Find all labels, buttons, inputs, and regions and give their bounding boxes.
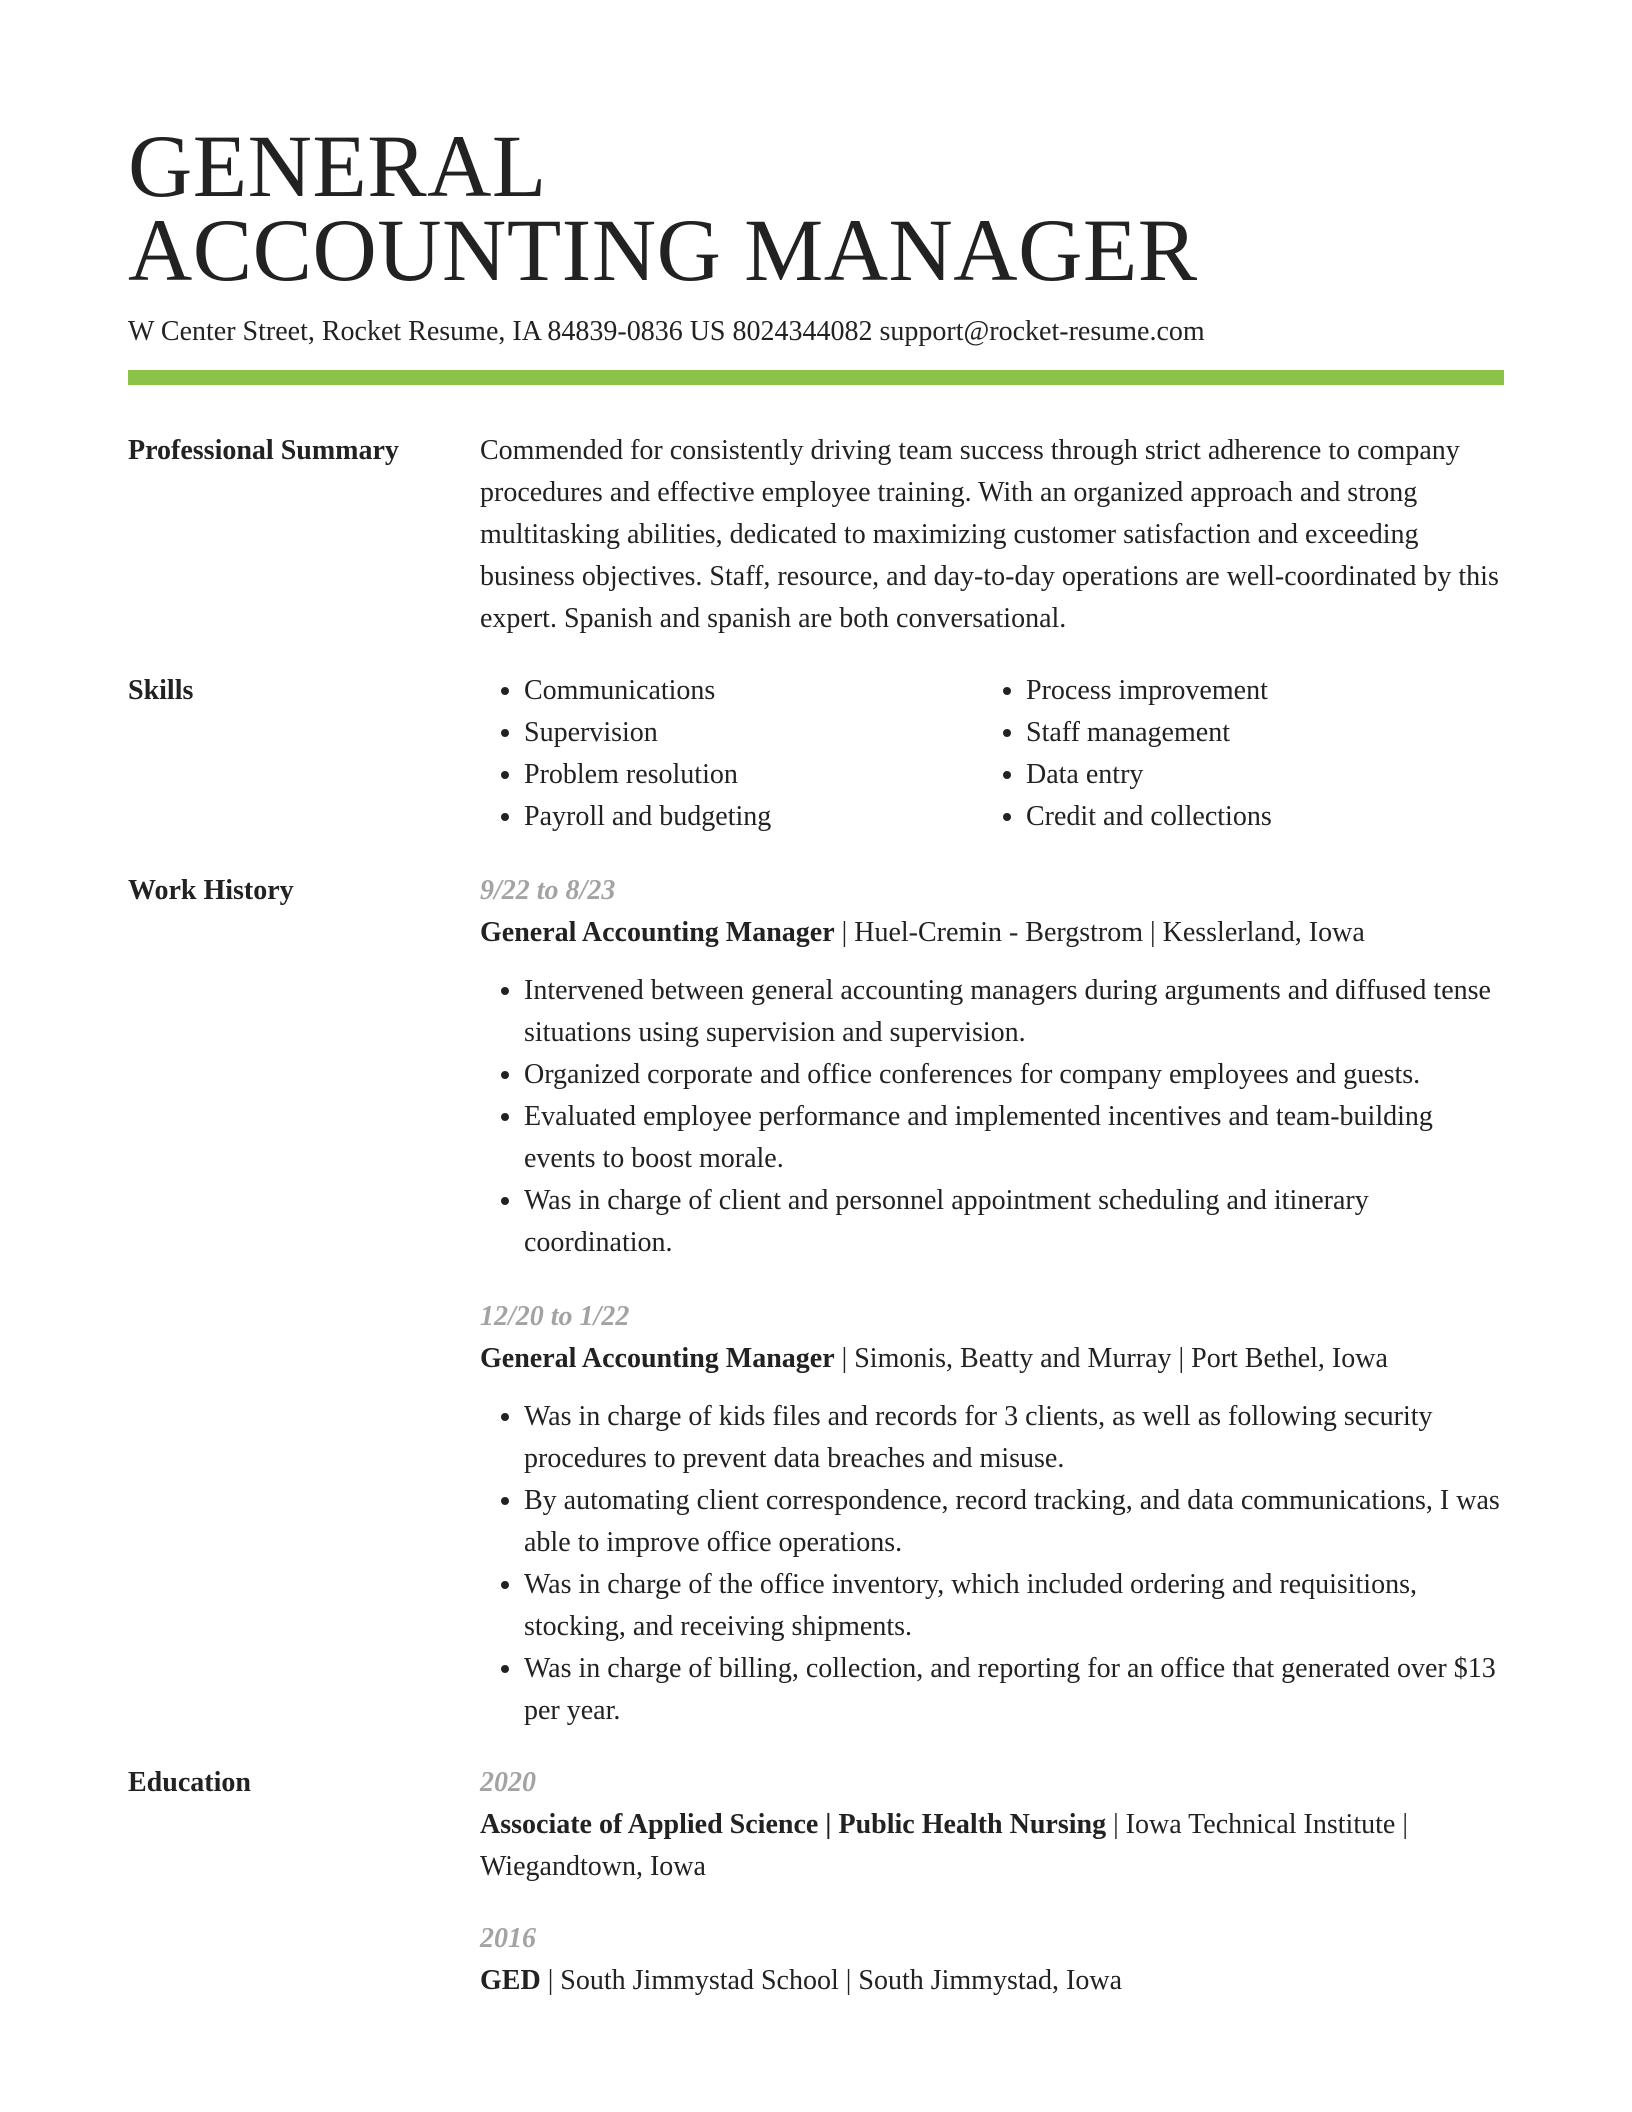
skills-list-left: [480, 670, 980, 838]
skills-section: [480, 670, 1504, 838]
skill-item: • Communications: [524, 670, 980, 712]
skills-column-left: [480, 670, 980, 838]
title-line-2: ACCOUNTING MANAGER: [128, 202, 1198, 300]
job-details: | Huel-Cremin - Bergstrom | Kesslerland, Iowa: [834, 917, 1365, 948]
education-line: [480, 1960, 1504, 2002]
job-title-line: [480, 912, 1504, 954]
education-degree: GED: [480, 1965, 541, 1996]
education-degree: Associate of Applied Science | Public Health Nursing: [480, 1809, 1107, 1840]
skill-item: • Data entry: [1026, 754, 1482, 796]
contact-address: W Center Street, Rocket Resume, IA 84839-0836 US: [128, 316, 726, 347]
skills-list-right: [982, 670, 1482, 838]
job-bullet: • Was in charge of client and personnel appointment scheduling and itinerary coordination.: [524, 1180, 1504, 1264]
job-dates: 12/20 to 1/22: [480, 1301, 630, 1332]
job-bullet: • Organized corporate and office conferences for company employees and guests.: [524, 1054, 1504, 1096]
education-details: | Iowa Technical Institute | Wiegandtown, Iowa: [480, 1809, 1408, 1882]
job-bullet: • Was in charge of billing, collection, and reporting for an office that generated over $13 per year.: [524, 1648, 1504, 1732]
skill-item: • Payroll and budgeting: [524, 796, 980, 838]
education-details: | South Jimmystad School | South Jimmystad, Iowa: [540, 1965, 1123, 1996]
title-line-1: GENERAL: [128, 118, 547, 216]
job-details: | Simonis, Beatty and Murray | Port Bethel, Iowa: [834, 1343, 1388, 1374]
job-bullet: • By automating client correspondence, record tracking, and data communications, I was able to improve office operations.: [524, 1480, 1504, 1564]
skill-item: • Supervision: [524, 712, 980, 754]
job-entry: [480, 1296, 1504, 1732]
job-entry: [480, 870, 1504, 1264]
summary-section: [480, 430, 1504, 640]
skill-item: • Process improvement: [1026, 670, 1482, 712]
job-dates: 9/22 to 8/23: [480, 875, 616, 906]
education-entry: [480, 1918, 1504, 2002]
job-bullet: • Was in charge of kids files and records for 3 clients, as well as following security procedures to prevent data breaches and misuse.: [524, 1396, 1504, 1480]
job-title-line: [480, 1338, 1504, 1380]
accent-divider: [128, 370, 1504, 385]
education-line: [480, 1804, 1504, 1888]
skills-heading: Skills: [128, 675, 194, 706]
skill-item: • Credit and collections: [1026, 796, 1482, 838]
skill-item: • Problem resolution: [524, 754, 980, 796]
job-bullets: [480, 1396, 1504, 1732]
job-title: General Accounting Manager: [480, 1343, 835, 1374]
skill-item: • Staff management: [1026, 712, 1482, 754]
contact-phone: 8024344082: [732, 316, 873, 347]
job-bullets: [480, 970, 1504, 1264]
education-heading: Education: [128, 1767, 251, 1798]
education-year: 2020: [480, 1767, 536, 1798]
job-title: General Accounting Manager: [480, 917, 835, 948]
summary-heading: Professional Summary: [128, 435, 399, 466]
job-bullet: • Evaluated employee performance and implemented incentives and team-building events to boost morale.: [524, 1096, 1504, 1180]
education-year: 2016: [480, 1923, 536, 1954]
work-history-heading: Work History: [128, 875, 294, 906]
education-entry: [480, 1762, 1504, 1888]
job-bullet: • Intervened between general accounting managers during arguments and diffused tense situations using supervision and supervision.: [524, 970, 1504, 1054]
skills-column-right: [982, 670, 1482, 838]
job-bullet: • Was in charge of the office inventory, which included ordering and requisitions, stocking, and receiving shipments.: [524, 1564, 1504, 1648]
contact-line: [128, 314, 1205, 350]
contact-email: support@rocket-resume.com: [879, 316, 1205, 347]
summary-text: Commended for consistently driving team success through strict adherence to company procedures and effective employee training. With an organized approach and strong multitasking abilities, dedicated to maximizing customer satisfaction and exceeding business objectives. Staff, resource, and day-to-day operations are well-coordinated by this expert. Spanish and spanish are both conversational.: [480, 435, 1499, 634]
resume-title: [128, 118, 1198, 300]
